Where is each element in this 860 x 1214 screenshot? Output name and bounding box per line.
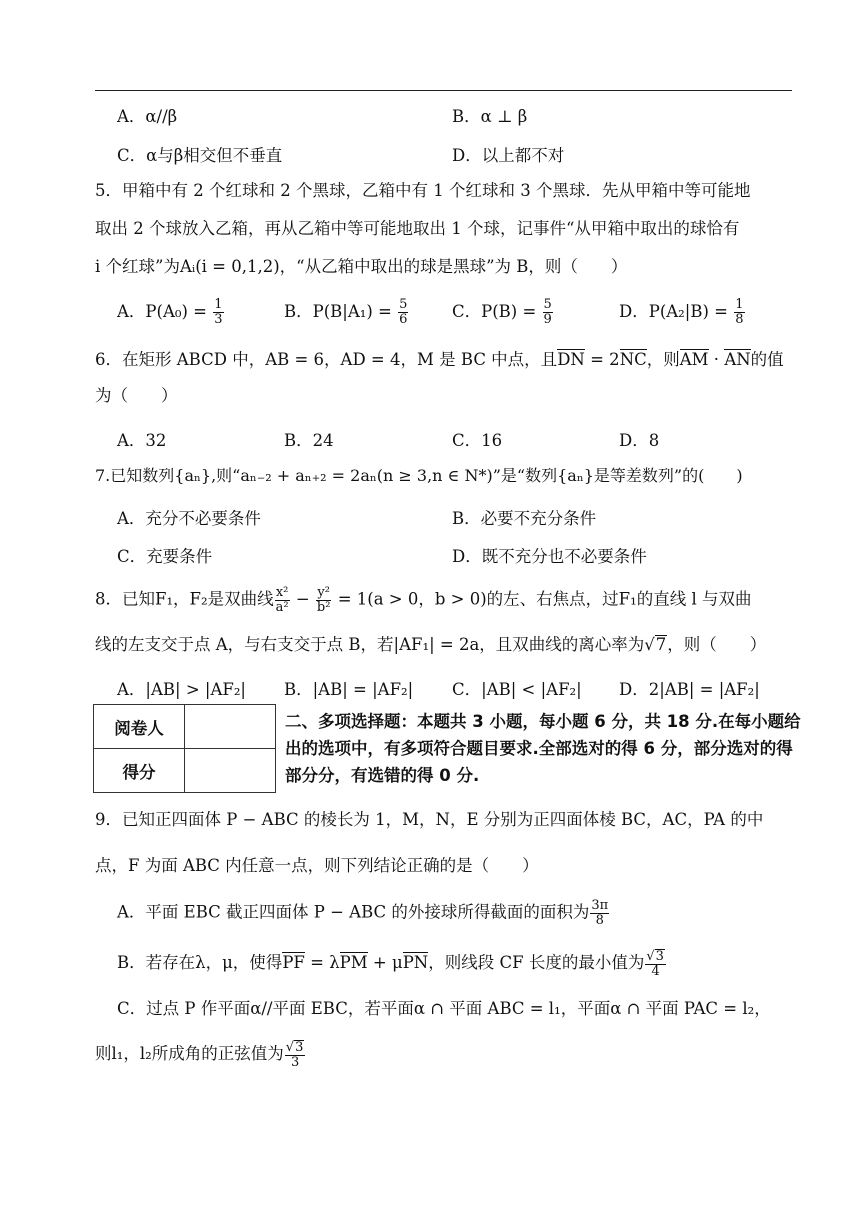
score-table — [93, 704, 276, 793]
q8-option-b: B．|AB| = |AF₂| — [284, 680, 414, 699]
q8-option-a: A．|AB| > |AF₂| — [117, 680, 246, 699]
q9-option-c-line-1: C．过点 P 作平面α//平面 EBC，若平面α ∩ 平面 ABC = l₁，平面α ∩ 平面 PAC = l₂， — [117, 999, 771, 1018]
q5-line-1: 5．甲箱中有 2 个红球和 2 个黑球，乙箱中有 1 个红球和 3 个黑球．先从甲箱中等可能地 — [95, 181, 751, 200]
q5-line-3: i 个红球”为Aᵢ(i = 0,1,2)，“从乙箱中取出的球是黑球”为 B，则（ ） — [95, 257, 628, 276]
grader-cell[interactable] — [185, 705, 276, 749]
q8-option-d: D．2|AB| = |AF₂| — [619, 680, 760, 699]
q8-line-1: 8．已知F₁，F₂是双曲线 $\frac{\text{x²}}{\text{a²}}$ − $\frac{\text{y²}}{\text{b²}}$ = 1(a > 0，b > 0)的左、右焦点，过F₁的直线 l 与双曲 — [95, 585, 752, 615]
q7-line-1: 7.已知数列{aₙ},则“aₙ₋₂ + aₙ₊₂ = 2aₙ(n ≥ 3,n ∈ N*)”是“数列{aₙ}是等差数列”的( ) — [95, 466, 743, 485]
q8-option-c: C．|AB| < |AF₂| — [452, 680, 582, 699]
q4-option-a: A．α//β — [117, 107, 178, 126]
q6-option-c: C．16 — [452, 431, 503, 450]
q6-option-d: D．8 — [619, 431, 660, 450]
q9-option-c-line-2: 则l₁，l₂所成角的正弦值为 $\frac{√3}{3}$ — [95, 1040, 304, 1070]
score-label: 得分 — [94, 749, 185, 793]
q5-option-d: D．P(A₂|B) = $\frac{1}{8}$ — [619, 297, 744, 327]
q5-line-2: 取出 2 个球放入乙箱，再从乙箱中等可能地取出 1 个球，记事件“从甲箱中取出的球恰有 — [95, 219, 740, 238]
section-2-heading: 二、多项选择题：本题共 3 小题，每小题 6 分，共 18 分.在每小题给出的选项中，有多项符合题目要求.全部选对的得 6 分，部分选对的得部分分，有选错的得 0 分. — [285, 712, 801, 785]
q9-line-2: 点，F 为面 ABC 内任意一点，则下列结论正确的是（ ） — [95, 856, 539, 875]
q6-line-2: 为（ ） — [95, 386, 178, 405]
q5-option-c: C．P(B) = $\frac{5}{9}$ — [452, 297, 552, 327]
q7-option-a: A．充分不必要条件 — [117, 509, 261, 528]
grader-label: 阅卷人 — [94, 705, 185, 749]
header-rule — [95, 90, 792, 91]
q4-option-d: D．以上都不对 — [452, 146, 565, 165]
score-cell[interactable] — [185, 749, 276, 793]
q5-option-b: B．P(B|A₁) = $\frac{5}{6}$ — [284, 297, 408, 327]
q4-option-b: B．α ⊥ β — [452, 107, 528, 126]
q4-option-c: C．α与β相交但不垂直 — [117, 146, 283, 165]
q6-option-a: A．32 — [117, 431, 167, 450]
q7-option-d: D．既不充分也不必要条件 — [452, 547, 647, 566]
q9-line-1: 9．已知正四面体 P − ABC 的棱长为 1，M，N，E 分别为正四面体棱 BC，AC，PA 的中 — [95, 810, 764, 829]
q7-option-b: B．必要不充分条件 — [452, 509, 597, 528]
q6-option-b: B．24 — [284, 431, 334, 450]
q9-option-b: B．若存在λ，μ，使得PF = λPM + μPN，则线段 CF 长度的最小值为 $\frac{√3}{4}$ — [117, 949, 664, 979]
q8-line-2: 线的左支交于点 A，与右支交于点 B，若|AF₁| = 2a，且双曲线的离心率为√7，则（ ） — [95, 635, 767, 654]
q9-option-a: A．平面 EBC 截正四面体 P − ABC 的外接球所得截面的面积为 $\frac{3\pi}{8}$ — [117, 898, 609, 928]
q5-option-a: A．P(A₀) = $\frac{1}{3}$ — [117, 297, 223, 327]
q6-line-1: 6．在矩形 ABCD 中，AB = 6，AD = 4，M 是 BC 中点，且DN = 2NC，则AM · AN的值 — [95, 350, 784, 369]
q7-option-c: C．充要条件 — [117, 547, 213, 566]
